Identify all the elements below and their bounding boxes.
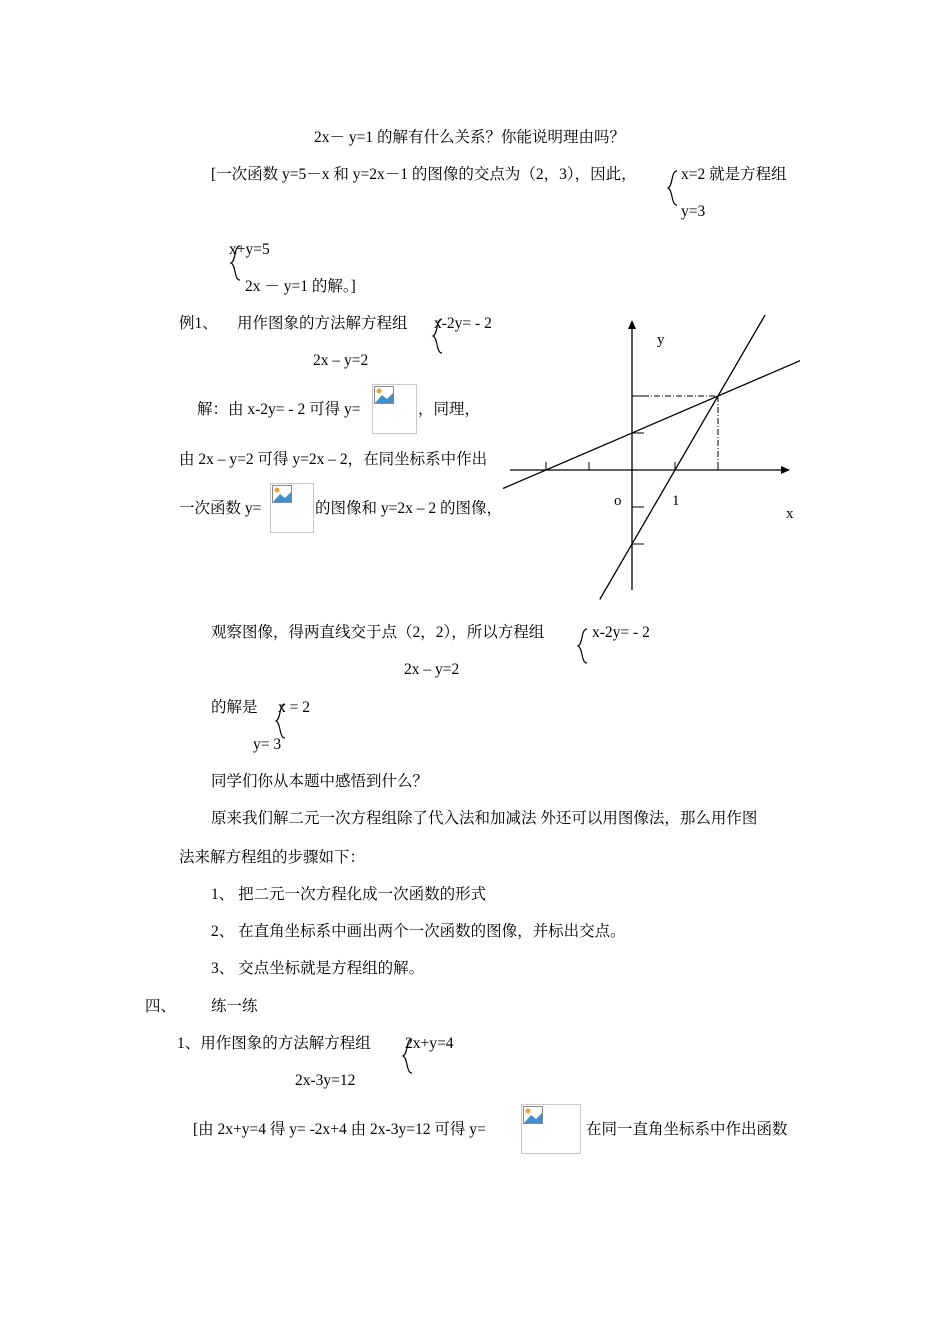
observation-text: 观察图像，得两直线交于点（2，2），所以方程组 [211, 624, 545, 641]
system-line-1: x=2 就是方程组 [681, 166, 787, 183]
solution-y: y= 3 [253, 736, 282, 753]
system-line-1: x-2y= - 2 [592, 624, 650, 641]
solution-text: 一次函数 y= [179, 500, 262, 517]
paragraph-line: 原来我们解二元一次方程组除了代入法和加减法 外还可以用图像法，那么用作图 [211, 810, 758, 827]
solution-is-label: 的解是 [211, 699, 258, 716]
system-line-2: 2x – y=2 [313, 352, 369, 369]
system-line-1: 2x+y=4 [405, 1035, 454, 1052]
paragraph-line: 法来解方程组的步骤如下： [179, 849, 366, 866]
step-item: 3、 交点坐标就是方程组的解。 [211, 960, 425, 977]
origin-label: o [614, 493, 622, 509]
broken-image-icon [374, 386, 394, 404]
formula-image [270, 483, 314, 533]
system-line-2: y=3 [681, 203, 706, 220]
system-line-2: 2x-3y=12 [295, 1072, 356, 1089]
exercise-solution-2: 在同一直角坐标系中作出函数 [586, 1121, 788, 1138]
tick-label-1: 1 [672, 493, 680, 509]
function-graph [500, 315, 800, 600]
example-label: 例1、 [179, 315, 218, 332]
solution-x: x = 2 [278, 699, 310, 716]
section-title: 练一练 [211, 998, 258, 1015]
intersection-guides [632, 396, 718, 470]
solution-text-2: 的图像和 y=2x – 2 的图像， [315, 500, 502, 517]
formula-image [521, 1104, 581, 1154]
system-line-2: 2x － y=1 的解。] [245, 278, 356, 295]
x-axis-label: x [786, 506, 794, 522]
broken-image-icon [523, 1106, 543, 1124]
example-text: 用作图象的方法解方程组 [237, 315, 408, 332]
exercise-text: 1、用作图象的方法解方程组 [177, 1035, 371, 1052]
system-line-1: x+y=5 [229, 241, 270, 258]
explanation-line: [一次函数 y=5－x 和 y=2x－1 的图像的交点为（2，3），因此， [211, 166, 637, 183]
y-axis-label: y [657, 332, 665, 348]
section-number: 四、 [145, 998, 177, 1015]
system-line-2: 2x – y=2 [404, 661, 460, 678]
question-text: 同学们你从本题中感悟到什么？ [211, 773, 429, 790]
step-item: 1、 把二元一次方程化成一次函数的形式 [211, 886, 487, 903]
step-item: 2、 在直角坐标系中画出两个一次函数的图像，并标出交点。 [211, 923, 626, 940]
solution-text: 解：由 x-2y= - 2 可得 y= [197, 401, 361, 418]
system-line-1: x-2y= - 2 [434, 315, 492, 332]
left-brace-icon [576, 628, 590, 664]
question-line: 2x－ y=1 的解有什么关系？你能说明理由吗？ [314, 129, 625, 146]
broken-image-icon [272, 485, 292, 503]
left-brace-icon [666, 170, 680, 206]
series-line-1 [503, 358, 800, 488]
series-line-2 [600, 315, 794, 600]
solution-text: 由 2x – y=2 可得 y=2x – 2，在同坐标系中作出 [179, 451, 488, 468]
function-lines [503, 315, 800, 600]
formula-image [372, 384, 417, 434]
exercise-solution: [由 2x+y=4 得 y= -2x+4 由 2x-3y=12 可得 y= [193, 1121, 486, 1138]
solution-text-2: ，同理， [418, 401, 481, 418]
